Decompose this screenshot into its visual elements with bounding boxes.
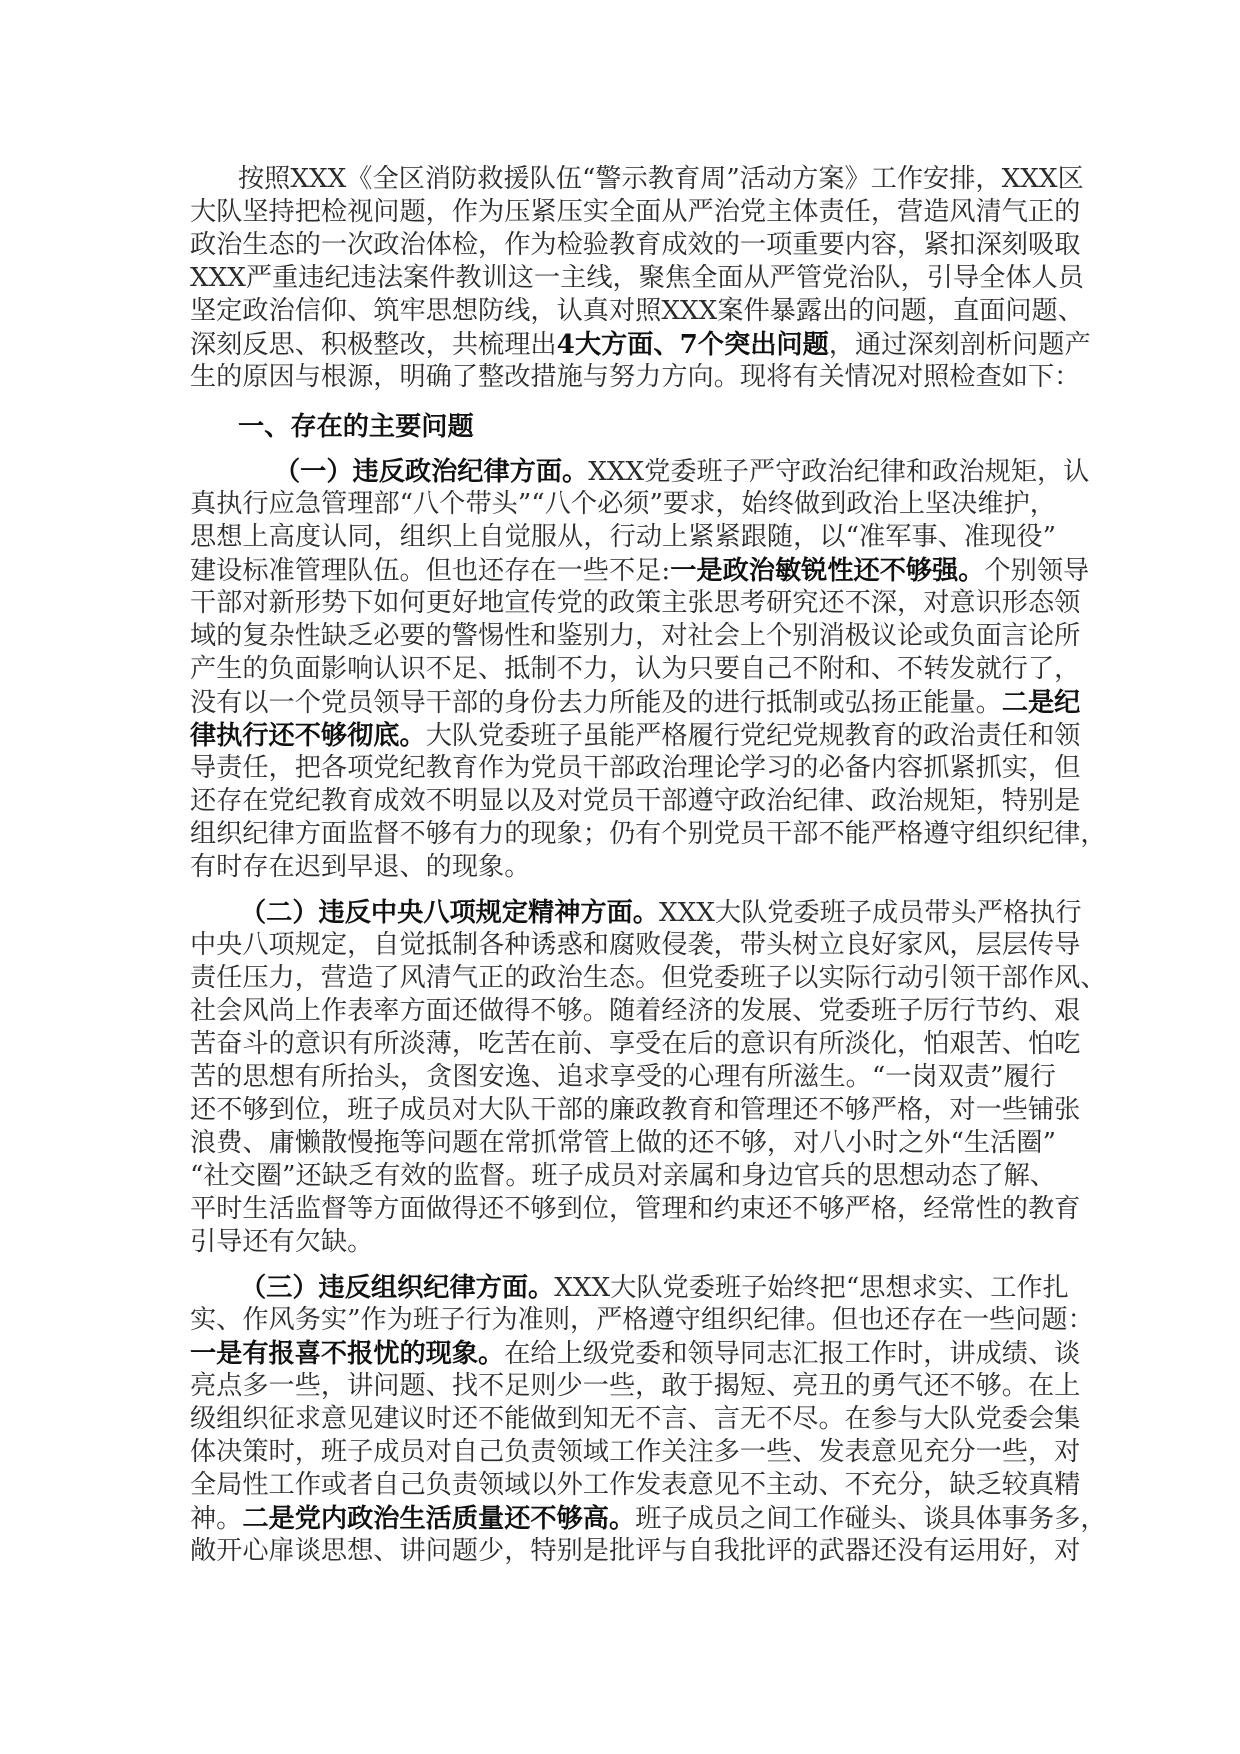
text-run: XXX党委班子严守政治纪律和政治规矩，认 <box>588 457 1090 487</box>
section-heading: 一、存在的主要问题 <box>238 411 474 442</box>
bold-text: 二是纪 <box>1001 687 1081 718</box>
text-line <box>190 554 1090 587</box>
text-run: ，通过深刻剖析问题产 <box>828 330 1091 360</box>
text-line <box>190 262 1084 295</box>
text-run: 产生的负面影响认识不足、抵制不力，认为只要自己不附和、不转发就行了， <box>190 654 1081 684</box>
sections <box>190 455 1107 1568</box>
text-run: 体决策时，班子成员对自己负责领域工作关注多一些、发表意见充分一些，对 <box>190 1437 1081 1467</box>
text-line <box>190 521 1056 554</box>
text-run: 责任压力，营造了风清气正的政治生态。但党委班子以实际行动引领干部作风、 <box>190 963 1107 993</box>
text-line <box>190 1028 1081 1061</box>
text-run: 神。 <box>190 1504 243 1534</box>
text-line <box>190 752 1081 785</box>
bold-text: （二）违反中央八项规定精神方面。 <box>240 897 659 928</box>
text-run: 建设标准管理队伍。但也还存在一些不足: <box>190 556 671 586</box>
bold-text: 律执行还不够彻底。 <box>190 720 426 751</box>
text-line <box>190 1271 1069 1304</box>
text-run: 思想上高度认同，组织上自觉服从，行动上紧紧跟随，以“准军事、准现役” <box>190 522 1056 552</box>
text-run: 按照XXX《全区消防救援队伍“警示教育周”活动方案》工作安排，XXX区 <box>238 164 1084 194</box>
text-line <box>190 295 1084 328</box>
text-line <box>190 818 1107 851</box>
section-paragraph <box>190 896 1107 1259</box>
text-line <box>190 1436 1081 1469</box>
text-run: 敞开心扉谈思想、讲问题少，特别是批评与自我批评的武器还没有运用好，对 <box>190 1536 1081 1566</box>
text-run: 还存在党纪教育成效不明显以及对党员干部遵守政治纪律、政治规矩，特别是 <box>190 786 1081 816</box>
text-line <box>190 1370 1081 1403</box>
text-line <box>190 851 1056 884</box>
text-line <box>190 1535 1081 1568</box>
bold-text: （三）违反组织纪律方面。 <box>240 1272 555 1303</box>
text-line <box>190 163 1084 196</box>
text-run: 引导还有欠缺。 <box>190 1227 374 1257</box>
text-line <box>190 686 1081 719</box>
text-run: “社交圈”还缺乏有效的监督。班子成员对亲属和身边官兵的思想动态了解、 <box>190 1161 1056 1191</box>
text-line <box>190 653 1081 686</box>
text-line <box>190 785 1081 818</box>
section-paragraph <box>190 455 1107 884</box>
text-line <box>190 361 1081 394</box>
text-run: 浪费、庸懒散慢拖等问题在常抓常管上做的还不够，对八小时之外“生活圈” <box>190 1128 1056 1158</box>
text-line <box>190 1061 1056 1094</box>
document-page <box>190 163 1107 1580</box>
intro-paragraph <box>190 163 1091 394</box>
text-line <box>190 1337 1081 1370</box>
text-line <box>190 1304 1094 1337</box>
text-line <box>190 896 1082 929</box>
text-run: 有时存在迟到早退、的现象。 <box>190 852 531 882</box>
text-run: 级组织征求意见建议时还不能做到知无不言、言无不尽。在参与大队党委会集 <box>190 1404 1081 1434</box>
bold-text: 一是政治敏锐性还不够强。 <box>670 555 985 586</box>
text-run: 平时生活监督等方面做得还不够到位，管理和约束还不够严格，经常性的教育 <box>190 1194 1081 1224</box>
text-line <box>190 488 1056 521</box>
text-run: 真执行应急管理部“八个带头”“八个必须”要求，始终做到政治上坚决维护， <box>190 489 1056 519</box>
text-run: 坚定政治信仰、筑牢思想防线，认真对照XXX案件暴露出的问题，直面问题、 <box>190 296 1084 326</box>
text-line <box>190 962 1107 995</box>
section-paragraph <box>190 1271 1107 1568</box>
text-run: 亮点多一些，讲问题、找不足则少一些，敢于揭短、亮丑的勇气还不够。在上 <box>190 1371 1081 1401</box>
text-run: 导责任，把各项党纪教育作为党员干部政治理论学习的必备内容抓紧抓实，但 <box>190 753 1081 783</box>
text-run: 干部对新形势下如何更好地宣传党的政策主张思考研究还不深，对意识形态领 <box>190 588 1081 618</box>
text-run: XXX严重违纪违法案件教训这一主线，聚焦全面从严管党治队，引导全体人员 <box>190 263 1084 293</box>
text-run: 还不够到位，班子成员对大队干部的廉政教育和管理还不够严格，对一些铺张 <box>190 1095 1081 1125</box>
bold-text: 4大方面、7个突出问题 <box>556 329 829 360</box>
text-line <box>190 229 1081 262</box>
text-line <box>190 620 1081 653</box>
text-run: 班子成员之间工作碰头、谈具体事务多， <box>635 1504 1107 1534</box>
bold-text: 一是有报喜不报忧的现象。 <box>190 1338 505 1369</box>
text-run: 全局性工作或者自己负责领域以外工作发表意见不主动、不充分，缺乏较真精 <box>190 1470 1081 1500</box>
text-line <box>190 1502 1107 1535</box>
text-run: 政治生态的一次政治体检，作为检验教育成效的一项重要内容，紧扣深刻吸取 <box>190 230 1081 260</box>
text-run: 实、作风务实”作为班子行为准则，严格遵守组织纪律。但也还存在一些问题： <box>190 1305 1094 1335</box>
bold-text: 二是党内政治生活质量还不够高。 <box>242 1503 636 1534</box>
text-line <box>190 1403 1081 1436</box>
text-line <box>190 1160 1056 1193</box>
text-run: 大队坚持把检视问题，作为压紧压实全面从严治党主体责任，营造风清气正的 <box>190 197 1081 227</box>
text-run: 苦的思想有所抬头，贪图安逸、追求享受的心理有所滋生。“一岗双责”履行 <box>190 1062 1056 1092</box>
text-run: 社会风尚上作表率方面还做得不够。随着经济的发展、党委班子厉行节约、艰 <box>190 996 1081 1026</box>
bold-text: （一）违反政治纪律方面。 <box>274 456 589 487</box>
text-line <box>190 328 1091 361</box>
text-run: XXX大队党委班子成员带头严格执行 <box>659 898 1082 928</box>
text-line <box>190 1127 1056 1160</box>
text-line <box>190 995 1081 1028</box>
text-run: 域的复杂性缺乏必要的警惕性和鉴别力，对社会上个别消极议论或负面言论所 <box>190 621 1081 651</box>
text-run: 组织纪律方面监督不够有力的现象；仍有个别党员干部不能严格遵守组织纪律， <box>190 819 1107 849</box>
text-line <box>190 719 1081 752</box>
text-run: 在给上级党委和领导同志汇报工作时，讲成绩、谈 <box>504 1339 1081 1369</box>
text-run: 深刻反思、积极整改，共梳理出 <box>190 330 557 360</box>
text-line <box>190 1094 1081 1127</box>
text-run: 生的原因与根源，明确了整改措施与努力方向。现将有关情况对照检查如下： <box>190 362 1081 392</box>
text-run: XXX大队党委班子始终把“思想求实、工作扎 <box>554 1273 1069 1303</box>
text-line <box>190 929 1081 962</box>
text-run: 中央八项规定，自觉抵制各种诱惑和腐败侵袭，带头树立良好家风，层层传导 <box>190 930 1081 960</box>
text-run: 大队党委班子虽能严格履行党纪党规教育的政治责任和领 <box>425 721 1081 751</box>
text-line <box>190 1193 1081 1226</box>
text-line <box>190 587 1081 620</box>
text-run: 苦奋斗的意识有所淡薄，吃苦在前、享受在后的意识有所淡化，怕艰苦、怕吃 <box>190 1029 1081 1059</box>
text-run: 没有以一个党员领导干部的身份去力所能及的进行抵制或弘扬正能量。 <box>190 688 1002 718</box>
text-line <box>190 1226 1056 1259</box>
text-run: 个别领导 <box>984 556 1090 586</box>
text-line <box>190 1469 1081 1502</box>
text-line <box>190 196 1081 229</box>
text-line <box>190 455 1090 488</box>
